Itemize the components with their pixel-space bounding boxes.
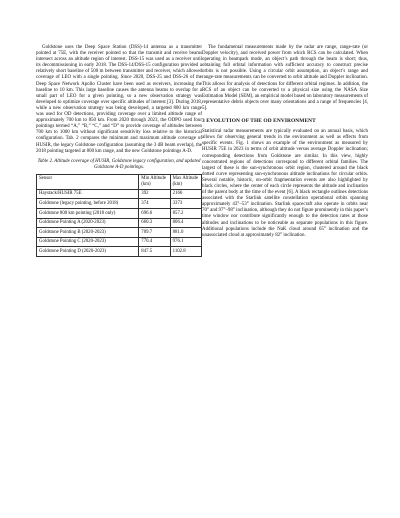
table-cell-sensor: Goldstone Pointing D (2020-2023) xyxy=(37,247,139,257)
table-cell-min: 770.4 xyxy=(139,237,170,247)
table-cell-min: 696.6 xyxy=(139,209,170,219)
table-cell-sensor: Goldstone (legacy pointing, before 2018) xyxy=(37,199,139,209)
left-column xyxy=(36,45,202,257)
table-row xyxy=(37,228,202,238)
table-cell-sensor: Haystack/HUSIR 75E xyxy=(37,189,139,199)
table-caption: Table 2. Altitude coverage of HUSIR, Goldstone legacy configuration, and updated Goldstone A-D pointings. xyxy=(37,158,201,170)
table-header-max-altitude: Max Altitude (km) xyxy=(170,174,201,189)
right-paragraph-1: The fundamental measurements made by the radar are range, range-rate (or Doppler velocity), and received power from which RCS can be calculated. When operating in beampark mode, an object’s path through the beam is short; thus, obtaining full orbital information with sufficient accuracy to construct precise orbits is not possible. Using a circular orbit assumption, an object’s range and range-rate measurements can be converted to orbit altitude and Doppler inclination. This allows for analysis of detections for different orbital regimes. In addition, the RCS of an object can be converted to a physical size using the NASA Size Estimation Model (SEM), an empirical model based on laboratory measurements of representative debris objects over many orientations and a range of frequencies [4, 5]. xyxy=(202,45,368,111)
table-row xyxy=(37,218,202,228)
table-cell-min: 392 xyxy=(139,189,170,199)
table-cell-max: 1102.8 xyxy=(170,247,201,257)
table-row xyxy=(37,247,202,257)
table-header-sensor: Sensor xyxy=(37,174,139,189)
table-cell-min: 709.7 xyxy=(139,228,170,238)
table-cell-sensor: Goldstone Pointing C (2020-2023) xyxy=(37,237,139,247)
table-header-row xyxy=(37,174,202,189)
table-cell-max: 881.0 xyxy=(170,228,201,238)
table-cell-sensor: Goldstone Pointing A (2020-2023) xyxy=(37,218,139,228)
table-cell-max: 976.1 xyxy=(170,237,201,247)
table-cell-max: 806.4 xyxy=(170,218,201,228)
table-cell-sensor: Goldstone Pointing B (2020-2023) xyxy=(37,228,139,238)
altitude-coverage-table xyxy=(36,174,202,257)
left-paragraph-1: Goldstone uses the Deep Space Station (DSS)-14 antenna as a transmitter pointed at 75E, with the receiver pointed so that the transmit and receive beams intersect across an altitude region of interest. DSS-15 was used as a receiver until its decommissioning in early 2018. The DSS-14/DSS-15 configuration provided a relatively short baseline of 500 m between transmitter and receiver, which allowed coverage of LEO with a single pointing. Since 2020, DSS-25 and DSS-26 of the Deep Space Network Apollo Cluster have been used as receivers, increasing the baseline to 10 km. This large baseline causes the antenna beams to overlap for a small part of LEO for a given pointing, so a new observation strategy was developed to optimize coverage over specific altitudes of interest [3]. During 2018, while a new observation strategy was being developed, a targeted 800 km range was used for OD detections, providing coverage over a limited altitude range of approximately 700 km to 850 km. From 2020 through 2023, the ODPO used four pointings termed “A,” “B,” “C,” and “D” to provide coverage of altitudes between 700 km to 1000 km without significant sensitivity loss relative to the historical configuration. Tab. 2 compares the minimum and maximum altitude coverage of HUSIR, the legacy Goldstone configuration (assuming the 3 dB beam overlap), the 2018 pointing targeted at 800 km range, and the new Goldstone pointings A-D. xyxy=(36,45,202,154)
table-row xyxy=(37,209,202,219)
table-row xyxy=(37,237,202,247)
section-paragraph-1: Statistical radar measurements are typically evaluated on an annual basis, which allows for observing general trends in the environment as well as effects from specific events. Fig. 1 shows an example of the environment as measured by HUSIR 75E in 2023 in terms of orbit altitude versus average Doppler inclination; corresponding detections from Goldstone are similar. In this view, highly concentrated regions of detections correspond to different orbital families. The largest of these is the sun-synchronous orbit region, clustered around the black dotted curve representing sun-synchronous altitude inclinations for circular orbits. Several notable, historic, on-orbit fragmentation events are also highlighted by black circles, where the center of each circle represents the altitude and inclination of the parent body at the time of the event [6]. A black rectangle outlines detections associated with the Starlink satellite constellation operational orbits spanning approximately 43°–53° inclination. Starlink spacecraft also operate in orbits near 70° and 97°–98° inclination, although they do not figure prominently in this paper’s time window nor contribute significantly enough to the detection rates at those altitudes and inclinations to be noticeable as separate populations in this figure. Additional populations include the NaK cloud around 65° inclination and the unassociated cloud at approximately 82° inclination. xyxy=(202,129,368,238)
table-cell-min: 374 xyxy=(139,199,170,209)
section-heading: 3 EVOLUTION OF THE OD ENVIRONMENT xyxy=(202,118,316,125)
table-row xyxy=(37,199,202,209)
table-header-min-altitude: Min Altitude (km) xyxy=(139,174,170,189)
table-cell-max: 3373 xyxy=(170,199,201,209)
table-cell-max: 2166 xyxy=(170,189,201,199)
table-row xyxy=(37,189,202,199)
table-cell-min: 847.5 xyxy=(139,247,170,257)
right-column xyxy=(202,45,368,239)
table-cell-max: 857.2 xyxy=(170,209,201,219)
table-cell-min: 660.3 xyxy=(139,218,170,228)
table-cell-sensor: Goldstone 800 km pointing (2018 only) xyxy=(37,209,139,219)
